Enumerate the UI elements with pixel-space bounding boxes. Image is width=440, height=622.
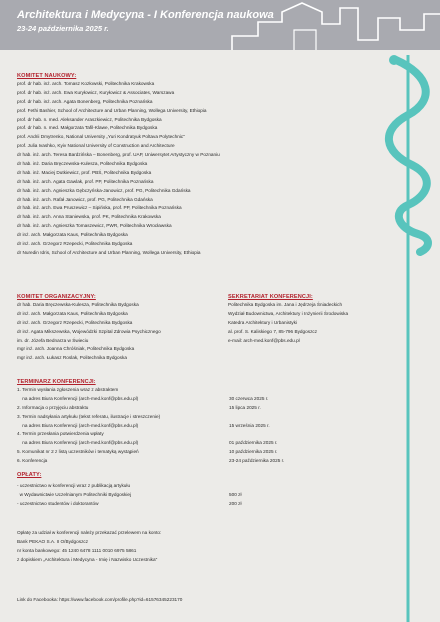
secretariat-line: Politechnika Bydgoska im. Jana i Jędrzeja Śniadeckich (228, 302, 343, 307)
deadline-label: 6. Konferencja (17, 458, 48, 464)
deadline-label: 1. Termin wysłania zgłoszenia wraz z abstraktem (17, 387, 119, 392)
committee-member: dr inż. arch. Małgorzata Kaus, Politechnika Bydgoska (17, 232, 128, 238)
fee-label: w Wydawnictwie Uczelnianym Politechniki Bydgoskiej (17, 491, 132, 497)
committee-member: dr hab. inż. Maciej Dutkiewicz, prof. PBŚ, Politechnika Bydgoska (17, 169, 152, 175)
fee-label: - uczestnictwo studentów i doktorantów (17, 500, 99, 506)
fees-heading: OPŁATY: (17, 472, 42, 478)
committee-member: dr hab. inż. arch. Teresa Bardzińska – Bonenberg, prof. UAP, Uniwersytet Artystyczny w Poznaniu (17, 152, 220, 158)
facebook-label: Link do Facebooka: (17, 597, 58, 602)
payment-line: nr konta bankowego: 45 1240 6478 1111 0010 6975 5861 (17, 547, 137, 553)
committee-member: dr hab. inż. arch. Agata Gawlak, prof. PP, Politechnika Poznańska (17, 178, 154, 184)
secretariat-heading: SEKRETARIAT KONFERENCJI: (228, 294, 313, 300)
deadline-date: 10 października 2025 r. (229, 449, 278, 455)
fee-row (17, 491, 317, 500)
committee-member: dr hab. inż. arch. Anna Staniewska, prof. PK, Politechnika Krakowska (17, 214, 161, 220)
deadline-label: na adres Biura Konferencji (arch-med.konf@pbs.edu.pl) (17, 395, 139, 401)
committee-member: dr hab. inż. arch. Ewa Pruszewicz – Sipińska, prof. PP, Politechnika Poznańska (17, 205, 182, 211)
committee-member: prof. Andrii Dmytrenko, National University „Yuri Kondratyuk Poltava Polytechnic" (17, 134, 185, 140)
organizing-committee-heading: KOMITET ORGANIZACYJNY: (17, 294, 96, 300)
committee-member: prof. dr hab. inż. arch. Agata Bonenberg, Politechnika Poznańska (17, 98, 153, 104)
committee-member: prof. Fethi Bashier, School of Architecture and Urban Planning, Wollega University, Ethiopia (17, 107, 207, 113)
deadline-label: na adres Biura Konferencji (arch-med.konf@pbs.edu.pl) (17, 440, 139, 446)
conference-date: 23-24 października 2025 r. (17, 24, 109, 33)
deadlines-heading: TERMINARZ KONFERENCJI: (17, 379, 96, 385)
payment-line: Opłatę za udział w konferencji należy przekazać przelewem na konto: (17, 530, 162, 535)
deadline-row (17, 395, 317, 404)
deadline-label: 4. Termin przesłania potwierdzenia wpłaty (17, 431, 104, 437)
payment-line: Bank PEKAO S.A. II O/Bydgoszcz (17, 538, 89, 544)
deadline-label: na adres Biura Konferencji (arch-med.konf@pbs.edu.pl) (17, 422, 139, 428)
committee-member: prof. dr hab. n. med. Aleksander Araszkiewicz, Politechnika Bydgoska (17, 116, 162, 122)
organizing-committee-list (17, 301, 161, 363)
deadline-row (17, 439, 317, 448)
deadline-row (17, 422, 317, 431)
secretariat-line: Katedra Architektury i Urbanistyki (228, 319, 298, 325)
payment-line: z dopiskiem „Architektura i Medycyna - Imię i Nazwisko Uczestnika" (17, 556, 158, 562)
organizer-member: dr inż. Agata Mikszewska, Wojewódzki Szpital Zdrowia Psychicznego (17, 328, 161, 334)
fee-label: - uczestnictwo w konferencji wraz z publikacją artykułu (17, 483, 131, 488)
deadline-row (17, 457, 317, 466)
committee-member: dr hab. inż. arch. Agnieszka Gębczyńska-Janowicz, prof. PG, Politechnika Gdańska (17, 187, 191, 193)
organizer-member: dr hab. Daria Bręczewska-Kulesza, Politechnika Bydgoska (17, 302, 139, 307)
payment-info (17, 529, 161, 565)
deadline-label: 2. Informacja o przyjęciu abstraktu (17, 404, 89, 410)
committee-member: prof. Julia Ivashko, Kyiv National University of Construction and Architecture (17, 143, 175, 149)
fee-row (17, 500, 317, 509)
committee-member: prof. dr hab. inż. arch. Tomasz Kozłowski, Politechnika Krakowska (17, 81, 155, 86)
deadline-label: 3. Termin nadsyłania artykułu (tekst referatu, ilustracje i streszczenie) (17, 413, 161, 419)
committee-member: dr hab. inż. arch. Rafał Janowicz, prof. PG, Politechnika Gdańska (17, 196, 153, 202)
fee-amount: 200 zł (229, 500, 242, 506)
committee-member: prof. dr hab. n. med. Małgorzata Tafil-Klawe, Politechnika Bydgoska (17, 125, 158, 131)
deadline-date: 15 września 2025 r. (229, 422, 270, 428)
committee-member: prof. dr hab. inż. arch. Ewa Kuryłowicz, Kuryłowicz & Associates, Warszawa (17, 89, 175, 95)
committee-member: dr inż. arch. Grzegorz Rzepecki, Politechnika Bydgoska (17, 241, 133, 247)
deadline-row (17, 430, 317, 439)
header-banner (0, 0, 440, 50)
deadline-row (17, 413, 317, 422)
deadline-row (17, 404, 317, 413)
fees-table (17, 482, 317, 509)
organizer-member: dr inż. arch. Małgorzata Kaus, Politechnika Bydgoska (17, 310, 128, 316)
secretariat-line: al. prof. S. Kaliskiego 7, 85-796 Bydgoszcz (228, 328, 318, 334)
deadline-row (17, 448, 317, 457)
deadline-date: 23-24 października 2025 r. (229, 458, 285, 464)
organizer-member: mgr inż. arch. Łukasz Roslak, Politechnika Bydgoska (17, 355, 127, 361)
page-title: Architektura i Medycyna - I Konferencja naukowa (17, 9, 274, 21)
deadline-label: 5. Komunikat nr 2 z listą uczestników i tematyką wystąpień (17, 449, 139, 455)
facebook-link-row (17, 597, 182, 602)
deadline-date: 15 lipca 2025 r. (229, 404, 261, 410)
committee-member: dr hab. inż. Daria Bręczewska-Kulesza, Politechnika Bydgoska (17, 161, 148, 167)
secretariat-email[interactable]: e-mail: arch-med.konf@pbs.edu.pl (228, 337, 300, 343)
organizer-member: mgr inż. arch. Joanna Chróśniak, Politechnika Bydgoska (17, 346, 135, 352)
scientific-committee-heading: KOMITET NAUKOWY: (17, 73, 77, 79)
committee-member: dr hab. inż. arch. Agnieszka Tomaszewicz, PWR, Politechnika Wrocławska (17, 223, 172, 229)
organizer-member: im. dr. Józefa Bednarza w Świeciu (17, 337, 89, 343)
committee-member: dr Nuredin Idris, School of Architecture and Urban Planning, Wollega University, Ethiopia (17, 249, 201, 255)
deadlines-table (17, 386, 317, 466)
scientific-committee-list (17, 80, 220, 258)
fee-row (17, 482, 317, 491)
secretariat-line: Wydział Budownictwa, Architektury i Inżynierii Środowiska (228, 310, 349, 316)
secretariat-address (228, 301, 348, 345)
organizer-member: dr inż. arch. Grzegorz Rzepecki, Politechnika Bydgoska (17, 319, 133, 325)
deadline-date: 30 czerwca 2025 r. (229, 395, 269, 401)
deadline-date: 01 października 2025 r. (229, 440, 278, 446)
deadline-row (17, 386, 317, 395)
facebook-link[interactable]: https://www.facebook.com/profile.php?id=61576345223170 (59, 597, 183, 602)
fee-amount: 500 zł (229, 491, 242, 497)
